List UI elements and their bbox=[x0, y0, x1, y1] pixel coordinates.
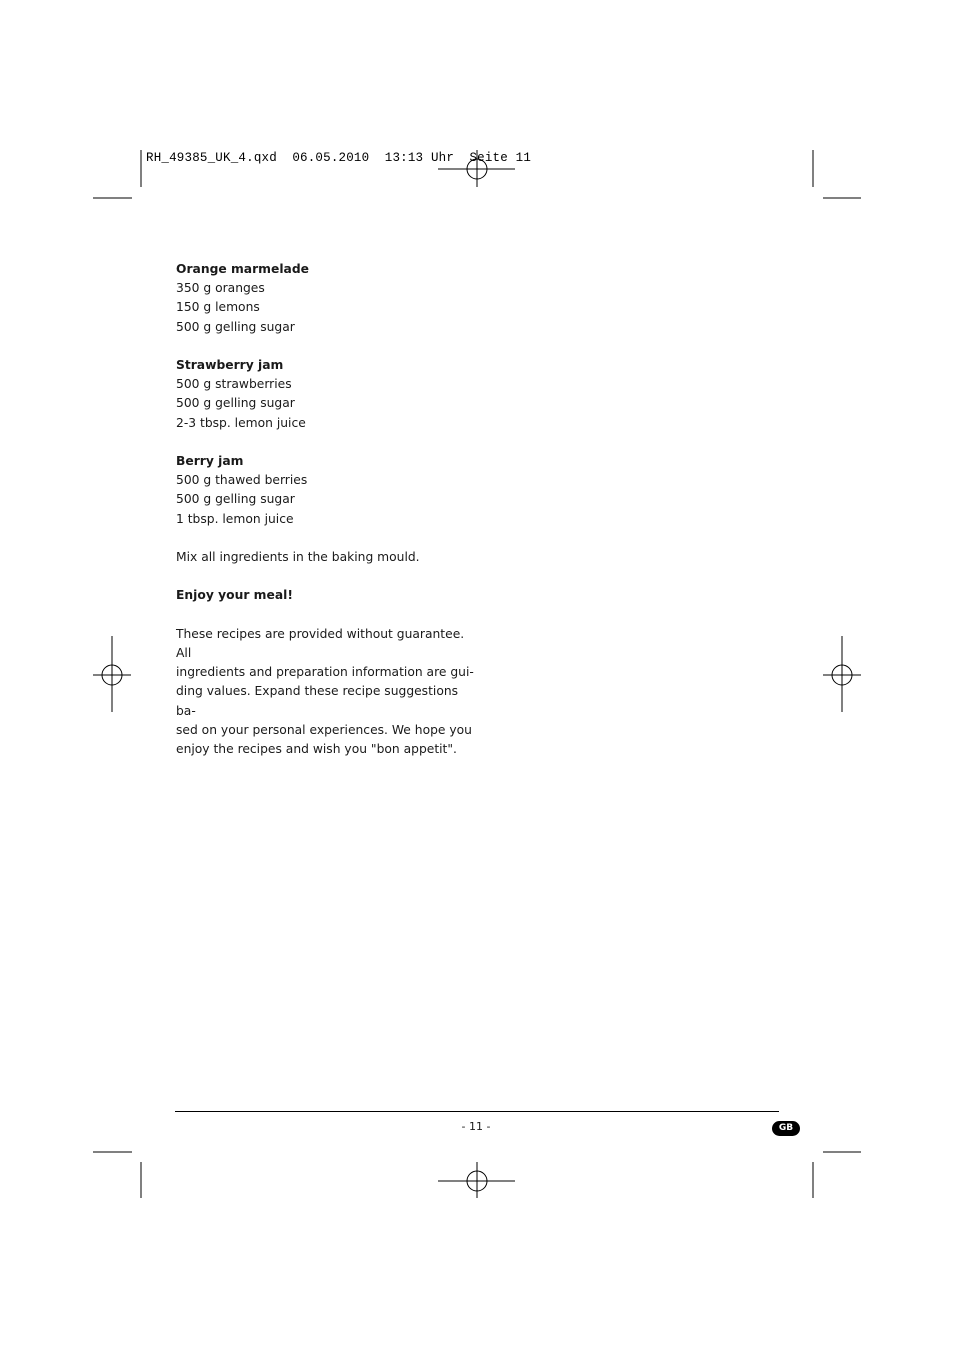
ingredient-list bbox=[176, 471, 476, 529]
disclaimer-line: ingredients and preparation information are gui- bbox=[176, 665, 474, 680]
recipe-title: Berry jam bbox=[176, 454, 244, 468]
ingredient-item: 500 g gelling sugar bbox=[176, 396, 295, 411]
disclaimer-line: sed on your personal experiences. We hope you bbox=[176, 722, 472, 737]
mixing-instruction: Mix all ingredients in the baking mould. bbox=[176, 550, 420, 564]
recipe-strawberry-jam bbox=[176, 356, 476, 433]
disclaimer-paragraph bbox=[176, 625, 476, 759]
page-number: - 11 - bbox=[461, 1120, 491, 1133]
language-badge: GB bbox=[772, 1121, 800, 1136]
ingredient-item: 500 g strawberries bbox=[176, 377, 292, 392]
recipe-berry-jam bbox=[176, 452, 476, 529]
ingredient-list bbox=[176, 375, 476, 433]
recipe-orange-marmelade bbox=[176, 260, 476, 337]
disclaimer-line: ding values. Expand these recipe suggestions ba- bbox=[176, 684, 459, 718]
ingredient-item: 350 g oranges bbox=[176, 281, 265, 296]
ingredient-item: 1 tbsp. lemon juice bbox=[176, 511, 294, 526]
ingredient-item: 500 g thawed berries bbox=[176, 473, 308, 488]
ingredient-item: 2-3 tbsp. lemon juice bbox=[176, 415, 306, 430]
closing-line: Enjoy your meal! bbox=[176, 588, 293, 603]
ingredient-item: 500 g gelling sugar bbox=[176, 492, 295, 507]
footer-divider bbox=[175, 1111, 779, 1112]
recipe-title: Orange marmelade bbox=[176, 262, 309, 276]
recipe-content bbox=[176, 260, 476, 759]
recipe-title: Strawberry jam bbox=[176, 358, 284, 372]
ingredient-item: 150 g lemons bbox=[176, 300, 260, 315]
disclaimer-line: These recipes are provided without guarantee. All bbox=[176, 626, 465, 660]
disclaimer-line: enjoy the recipes and wish you "bon appetit". bbox=[176, 742, 457, 756]
ingredient-item: 500 g gelling sugar bbox=[176, 319, 295, 334]
print-slug-line: RH_49385_UK_4.qxd 06.05.2010 13:13 Uhr Seite 11 bbox=[146, 151, 532, 165]
ingredient-list bbox=[176, 279, 476, 337]
